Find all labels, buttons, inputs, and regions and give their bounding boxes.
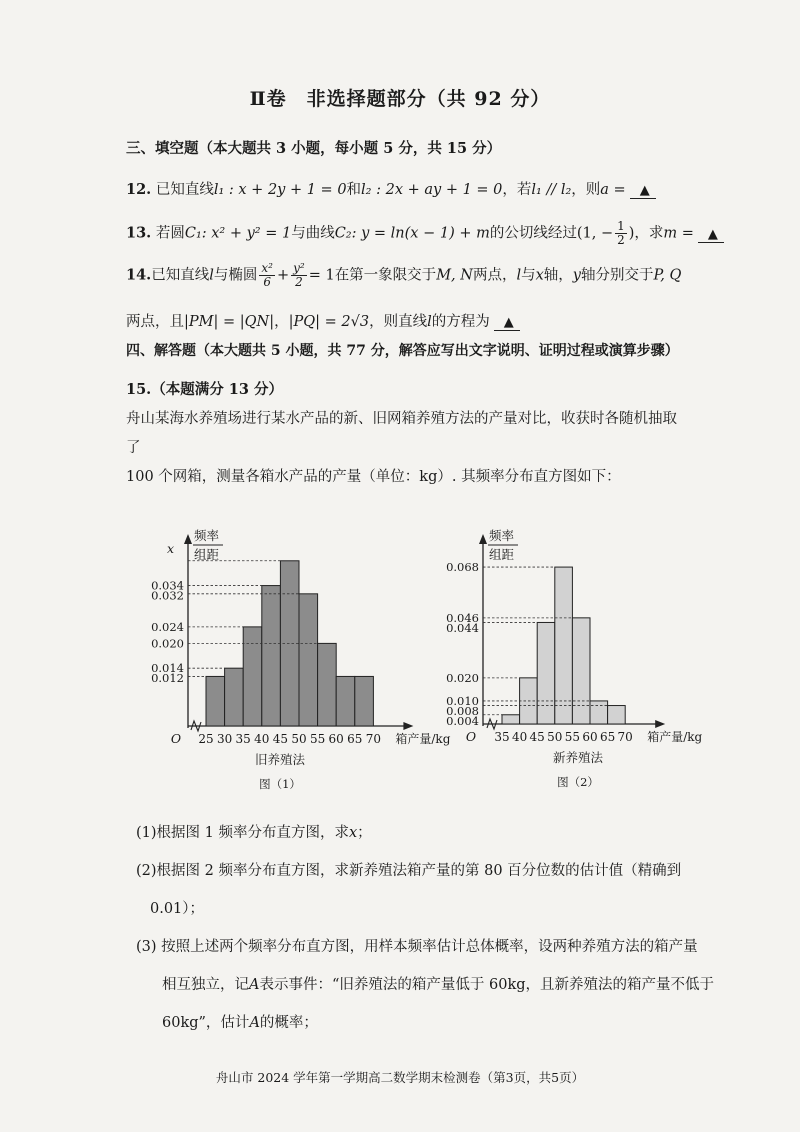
question-12: 12. 已知直线l₁ : x + 2y + 1 = 0和l₂ : 2x + ay + 1 = 0，若l₁ // l₂，则a = ▲ [126,178,656,199]
histogram-bar [225,668,244,726]
y-tick-label: 0.020 [151,636,184,651]
x-tick-label: 25 [198,732,214,746]
chart-title: 旧养殖法 [254,752,306,767]
subquestion-3c: 60kg”，估计A的概率； [162,1015,318,1031]
histogram-bar [262,586,281,726]
x-tick-label: 45 [272,732,289,746]
y-tick-label: 0.032 [151,588,184,603]
y-axis-arrow [184,534,192,544]
y-tick-label: 0.004 [446,713,479,728]
x-tick-label: 45 [529,730,545,744]
histogram-bar [243,627,262,726]
histogram-bar [555,567,573,724]
histogram-bar [299,594,318,726]
y-label-top: 频率 [489,528,515,543]
question-15-intro: 舟山某海水养殖场进行某水产品的新、旧网箱养殖方法的产量对比，收获时各随机抽取了 100 个网箱，测量各箱水产品的产量（单位：kg）. 其频率分布直方图如下： [126,411,677,485]
x-tick-label: 50 [547,730,563,744]
y-tick-label: 0.044 [446,620,479,635]
x-axis-arrow [655,720,665,728]
fraction-one-half: $\frac{1}{2}$ [617,219,625,247]
x-tick-label: 35 [494,730,510,744]
histogram-bar [336,676,355,726]
x-axis-arrow [403,722,413,730]
histogram-old-method [151,520,468,791]
section4-title: 四、解答题（本大题共 5 小题，共 77 分，解答应写出文字说明、证明过程或演算步骤） [126,343,679,359]
y-tick-label: 0.068 [446,560,479,575]
subquestion-2a: (2)根据图 2 频率分布直方图，求新养殖法箱产量的第 80 百分位数的估计值（精确到 [136,863,682,879]
chart-caption: 图（2） [557,775,599,789]
histogram-bar [572,618,590,724]
question-15-subparts [136,814,736,1042]
question-13: 13. 若圆C₁: x² + y² = 1与曲线C₂: y = ln(x − 1) + m的公切线经过(1, − $\frac{1}{2}$ )，求m = ▲ [126,220,724,247]
x-tick-label: 70 [617,730,633,744]
histogram-bar [206,676,225,726]
page-footer: 舟山市 2024 学年第一学期高二数学期末检测卷（第3页，共5页） [215,1070,585,1085]
histogram-new-method [428,520,728,790]
origin-label: O [465,729,477,744]
x-tick-label: 35 [235,732,251,746]
y-tick-label: 0.010 [446,693,479,708]
y-label-top: 频率 [194,528,220,543]
origin-label: O [170,731,182,746]
question-14-line1: 14.已知直线l与椭圆 $\frac{\text{x²}}{6}$ + $\frac{\text{y²}}{2}$ = 1在第一象限交于M, N两点，l与x轴，y轴分别交于P, Q [126,261,682,289]
histogram-bar [318,643,337,726]
histogram-bar [502,715,520,724]
x-axis-label: 箱产量/kg [395,732,451,746]
y-tick-label: 0.020 [446,670,479,685]
subquestion-1: (1)根据图 1 频率分布直方图，求x； [136,825,372,841]
y-tick-label: 0.046 [446,610,479,625]
y-tick-label: 0.014 [151,661,184,676]
x-axis-label: 箱产量/kg [647,730,703,744]
y-tick-label: 0.024 [151,619,184,634]
question-15-header: 15.（本题满分 13 分） [126,381,284,398]
y-axis-arrow [479,534,487,544]
subquestion-3b: 相互独立，记A表示事件：“旧养殖法的箱产量低于 60kg，且新养殖法的箱产量不低于 [162,977,715,993]
subquestion-2b: 0.01）； [150,901,205,917]
x-tick-label: 65 [599,730,616,744]
fraction-x2-6: $\frac{\text{x²}}{6}$ [261,261,273,289]
fraction-y2-2: $\frac{\text{y²}}{2}$ [293,261,305,289]
x-tick-label: 40 [511,730,528,744]
chart-caption: 图（1） [259,777,301,791]
histogram-bar [537,622,555,724]
x-tick-label: 65 [347,732,363,746]
x-tick-label: 30 [216,732,233,746]
chart-title: 新养殖法 [552,750,604,765]
answer-blank: ▲ [698,227,724,243]
x-tick-label: 55 [309,732,326,746]
x-tick-label: 60 [328,732,344,746]
subquestion-3a: (3) 按照上述两个频率分布直方图，用样本频率估计总体概率，设两种养殖方法的箱产量 [136,939,698,955]
x-tick-label: 55 [564,730,581,744]
section3-title: 三、填空题（本大题共 3 小题，每小题 5 分，共 15 分） [126,140,502,157]
part-heading: Ⅱ卷 非选择题部分（共 92 分） [249,88,551,110]
y-tick-label: 0.012 [151,671,184,686]
answer-blank: ▲ [494,315,520,331]
axis-break [487,719,497,729]
x-tick-label: 40 [254,732,270,746]
x-tick-label: 70 [365,732,382,746]
y-tick-label: 0.034 [151,578,184,593]
x-tick-label: 60 [582,730,598,744]
histogram-bar [355,676,374,726]
histogram-bar [590,701,608,724]
x-marker-label: x [166,540,174,556]
y-label-bottom: 组距 [489,547,515,562]
x-tick-label: 50 [291,732,307,746]
histogram-bar [608,706,626,724]
axis-break [191,721,201,731]
y-label-bottom: 组距 [194,547,220,562]
question-14-line2: 两点，且|PM| = |QN|，|PQ| = 2√3，则直线l的方程为 ▲ [126,310,520,331]
y-tick-label: 0.008 [446,703,479,718]
answer-blank: ▲ [630,183,656,199]
